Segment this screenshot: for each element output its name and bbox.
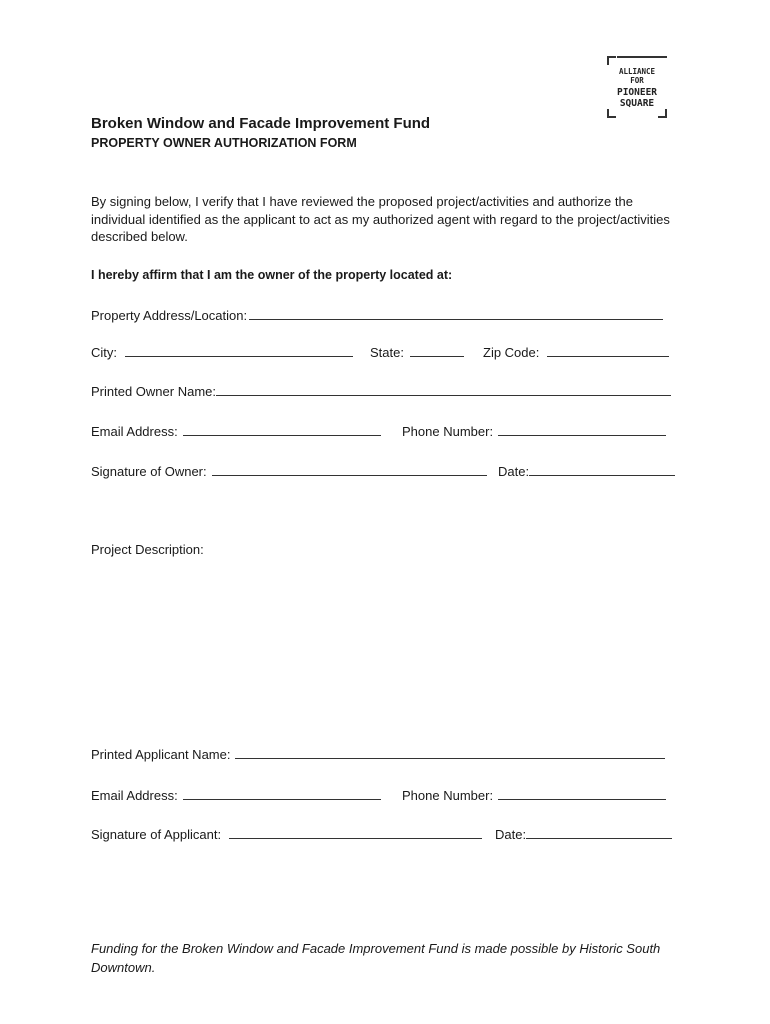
applicant-phone-field: [402, 788, 666, 803]
printed-applicant-name-label: Printed Applicant Name:: [91, 747, 231, 762]
printed-applicant-name-field: [91, 747, 665, 762]
alliance-pioneer-square-logo: [607, 56, 667, 118]
owner-date-field: [498, 464, 675, 479]
applicant-email-input-line[interactable]: [183, 788, 381, 800]
logo-text-line3: PIONEER: [616, 87, 658, 98]
owner-signature-label: Signature of Owner:: [91, 464, 207, 479]
logo-top-bar: [617, 56, 667, 58]
owner-phone-input-line[interactable]: [498, 424, 666, 436]
city-field: [91, 345, 353, 360]
applicant-phone-input-line[interactable]: [498, 788, 666, 800]
logo-text-line1: ALLIANCE: [618, 67, 656, 76]
applicant-date-input-line[interactable]: [526, 827, 672, 839]
applicant-phone-label: Phone Number:: [402, 788, 494, 803]
applicant-email-label: Email Address:: [91, 788, 178, 803]
form-title: Broken Window and Facade Improvement Fund: [91, 115, 431, 132]
intro-paragraph: By signing below, I verify that I have reviewed the proposed project/activities and authorize the individual identified as the applicant to act as my authorized agent with regard to the project/activities described below.: [91, 194, 670, 244]
logo-corner-bottom-right: [658, 109, 667, 118]
state-label: State:: [370, 345, 404, 360]
property-address-label: Property Address/Location:: [91, 308, 248, 323]
owner-email-input-line[interactable]: [183, 424, 381, 436]
state-field: [370, 345, 464, 360]
project-description-label: Project Description:: [91, 542, 204, 557]
city-input-line[interactable]: [125, 345, 353, 357]
applicant-date-label: Date:: [495, 827, 527, 842]
applicant-signature-input-line[interactable]: [229, 827, 482, 839]
applicant-date-field: [495, 827, 672, 842]
applicant-email-field: [91, 788, 381, 803]
logo-text-line2: FOR: [630, 76, 644, 85]
owner-email-field: [91, 424, 381, 439]
owner-phone-label: Phone Number:: [402, 424, 494, 439]
owner-date-input-line[interactable]: [529, 464, 675, 476]
property-address-input-line[interactable]: [249, 308, 663, 320]
affirm-statement: I hereby affirm that I am the owner of the property located at:: [91, 268, 453, 282]
owner-signature-input-line[interactable]: [212, 464, 487, 476]
zip-label: Zip Code:: [483, 345, 540, 360]
funding-footer-note: Funding for the Broken Window and Facade Improvement Fund is made possible by Historic South Downtown.: [91, 941, 661, 975]
logo-corner-bottom-left: [607, 109, 616, 118]
logo-text-line4: SQUARE: [619, 98, 655, 109]
applicant-signature-field: [91, 827, 482, 842]
owner-date-label: Date:: [498, 464, 530, 479]
state-input-line[interactable]: [410, 345, 464, 357]
city-label: City:: [91, 345, 117, 360]
owner-email-label: Email Address:: [91, 424, 178, 439]
owner-signature-field: [91, 464, 487, 479]
applicant-signature-label: Signature of Applicant:: [91, 827, 222, 842]
logo-corner-top-left: [607, 56, 616, 65]
owner-phone-field: [402, 424, 666, 439]
printed-owner-name-label: Printed Owner Name:: [91, 384, 216, 399]
zip-field: [483, 345, 669, 360]
form-subtitle: PROPERTY OWNER AUTHORIZATION FORM: [91, 136, 357, 150]
printed-owner-name-field: [91, 384, 671, 399]
zip-input-line[interactable]: [547, 345, 669, 357]
property-address-field: [91, 308, 663, 323]
printed-applicant-name-input-line[interactable]: [235, 747, 665, 759]
printed-owner-name-input-line[interactable]: [216, 384, 671, 396]
